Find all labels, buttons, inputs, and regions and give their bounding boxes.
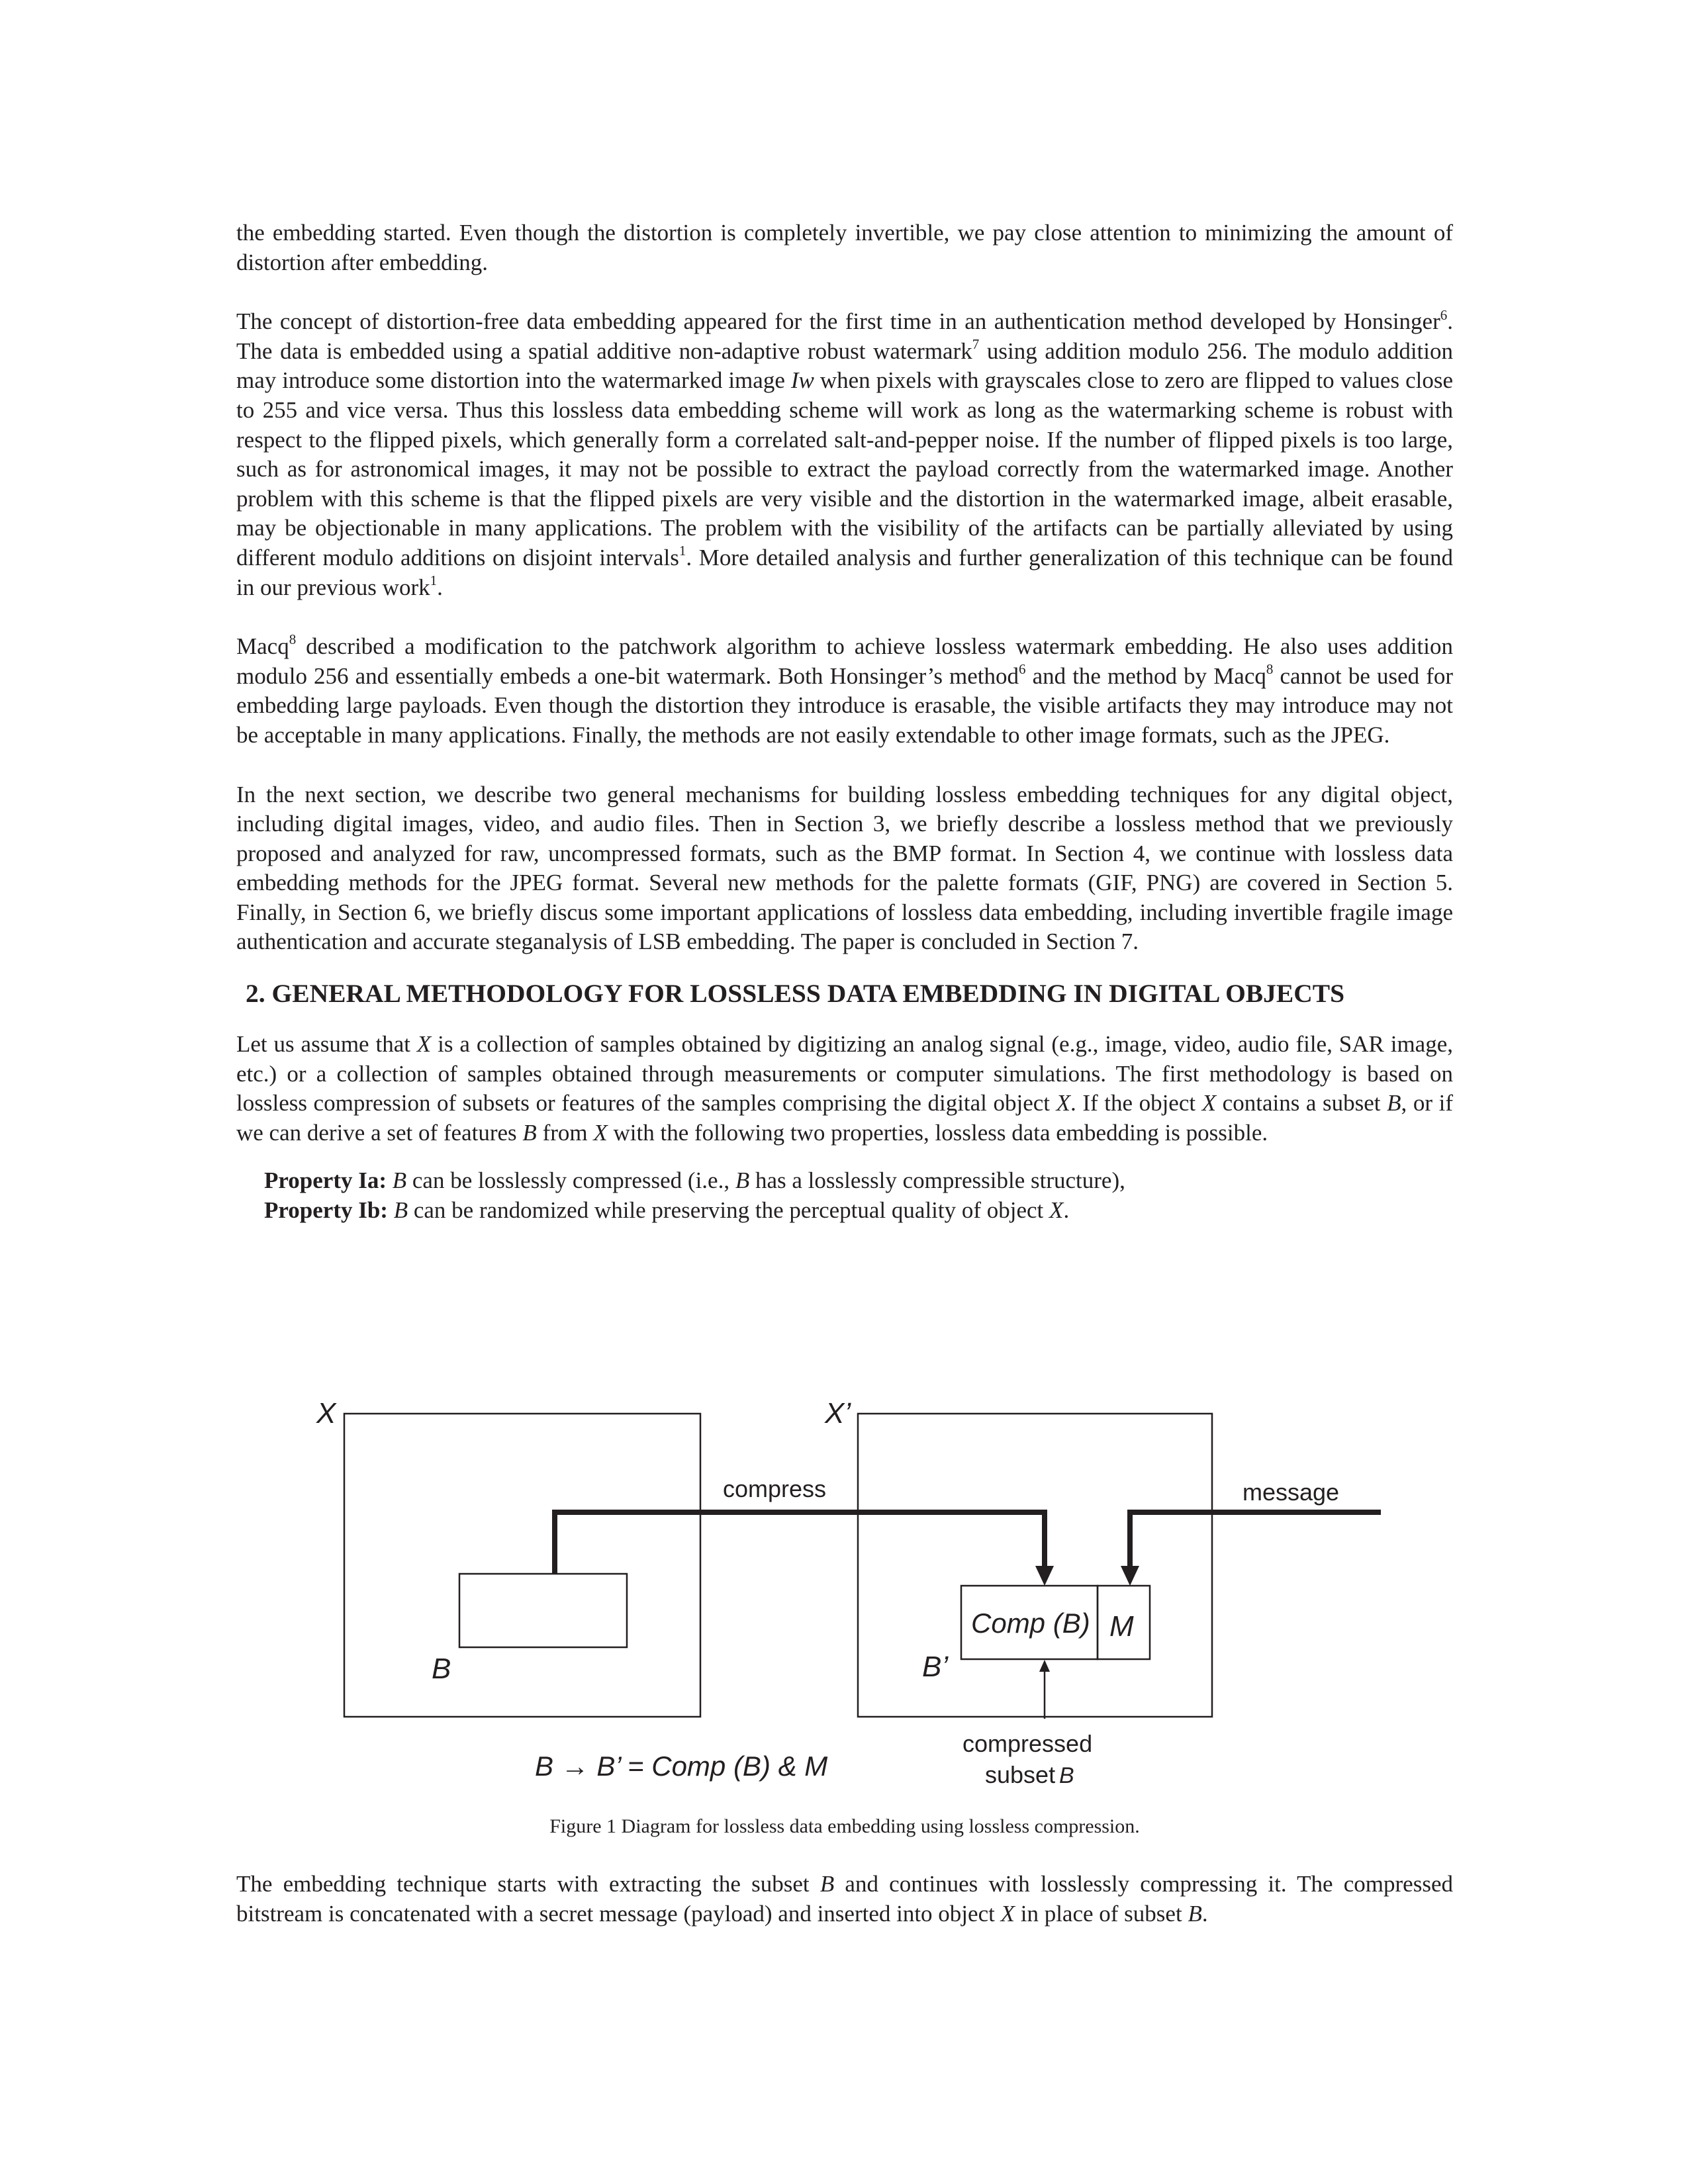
compress-arrowhead [1035,1566,1054,1586]
citation-ref: 8 [289,631,297,648]
label-xprime: X’ [825,1397,851,1430]
object-xprime-box [858,1414,1212,1717]
citation-ref: 6 [1019,661,1026,678]
citation-ref: 7 [972,336,980,353]
message-arrowhead [1121,1566,1139,1586]
label-b: B [432,1653,451,1685]
property-ib: Property Ib: B can be randomized while preserving the perceptual quality of object X. [264,1197,1070,1224]
section-heading: 2. GENERAL METHODOLOGY FOR LOSSLESS DATA EMBEDDING IN DIGITAL OBJECTS [246,979,1345,1009]
citation-ref: 1 [679,543,686,559]
paragraph-methodology: Let us assume that X is a collection of samples obtained by digitizing an analog signal (e.g., image, video, audio file, SAR image, etc.) or a collection of samples obtained through measurements or computer simulations. The first methodology is based on lossless compression of subsets or features of the samples comprising the digital object X. If the object X contains a subset B, or if we can derive a set of features B from X with the following two properties, lossless data embedding is possible. [236,1031,1453,1146]
paragraph-embedding-technique: The embedding technique starts with extracting the subset B and continues with losslessly compressing it. The compressed bitstream is concatenated with a secret message (payload) and inserted into object X in place of subset B. [236,1871,1453,1927]
object-x-box [344,1414,700,1717]
citation-ref: 8 [1266,661,1274,678]
subset-b-box [459,1574,627,1647]
compressed-subset-arrowhead [1039,1660,1050,1672]
embedding-equation: B → B’ = Comp (B) & M [535,1751,828,1782]
compressed-label-var: B [1059,1763,1074,1788]
compressed-label-line2: subset [985,1761,1056,1788]
label-x: X [316,1397,336,1430]
compress-arrow [555,1512,1045,1578]
m-label: M [1109,1610,1134,1643]
compress-label: compress [723,1475,827,1502]
paragraph-honsinger: The concept of distortion-free data embedding appeared for the first time in an authentication method developed by Honsinger$^6$. The data is embedded using a spatial additive non-adaptive robust watermark$^7$ using addition modulo 256. The modulo addition may introduce some distortion into the watermarked image Iw when pixels with grayscales close to zero are flipped to values close to 255 and vice versa. Thus this lossless data embedding scheme will work as long as the watermarking scheme is robust with respect to the flipped pixels, which generally form a correlated salt-and-pepper noise. If the number of flipped pixels is too large, such as for astronomical images, it may not be possible to extract the payload correctly from the watermarked image. Another problem with this scheme is that the flipped pixels are very visible and the distortion in the watermarked image, albeit erasable, may be objectionable in many applications. The problem with the visibility of the artifacts can be partially alleviated by using different modulo additions on disjoint intervals$^1$. More detailed analysis and further generalization of this technique can be found in our previous work$^1$. [236,306,1454,600]
figure-caption-block [236,1813,1453,1840]
figure-caption: Figure 1 Diagram for lossless data embedding using lossless compression. [549,1815,1140,1837]
message-label: message [1243,1479,1340,1506]
property-ia: Property Ia: B can be losslessly compressed (i.e., B has a losslessly compressible structure), [264,1167,1125,1194]
comp-b-label: Comp (B) [971,1608,1090,1639]
closing-paragraph-block [236,1870,1453,1929]
paragraph-intro-continued: the embedding started. Even though the distortion is completely invertible, we pay close attention to minimizing the amount of distortion after embedding. [236,220,1453,275]
citation-ref: 1 [430,572,438,588]
page-content [236,218,1453,1226]
m-box [1098,1586,1150,1659]
property-list [264,1166,1453,1225]
paragraph-macq: Macq$^8$ described a modification to the patchwork algorithm to achieve lossless watermark embedding. He also uses addition modulo 256 and essentially embeds a one-bit watermark. Both Honsinger’s method$^6$ and the method by Macq$^8$ cannot be used for embedding large payloads. Even though the distortion they introduce is erasable, the visible artifacts they may introduce may not be acceptable in many applications. Finally, the methods are not easily extendable to other image formats, such as the JPEG. [236,631,1454,748]
citation-ref: 6 [1440,306,1448,323]
compressed-label-line1: compressed [962,1730,1093,1757]
message-arrow [1130,1512,1381,1578]
label-bprime: B’ [922,1651,949,1683]
paragraph-outline: In the next section, we describe two general mechanisms for building lossless embedding techniques for any digital object, including digital images, video, and audio files. Then in Section 3, we briefly describe a lossless method that we previously proposed and analyzed for raw, uncompressed formats, such as the BMP format. In Section 4, we continue with lossless data embedding methods for the JPEG format. Several new methods for the palette formats (GIF, PNG) are covered in Section 5. Finally, in Section 6, we briefly discus some important applications of lossless data embedding, including invertible fragile image authentication and accurate steganalysis of LSB embedding. The paper is concluded in Section 7. [236,781,1453,955]
comp-b-box [961,1586,1098,1659]
